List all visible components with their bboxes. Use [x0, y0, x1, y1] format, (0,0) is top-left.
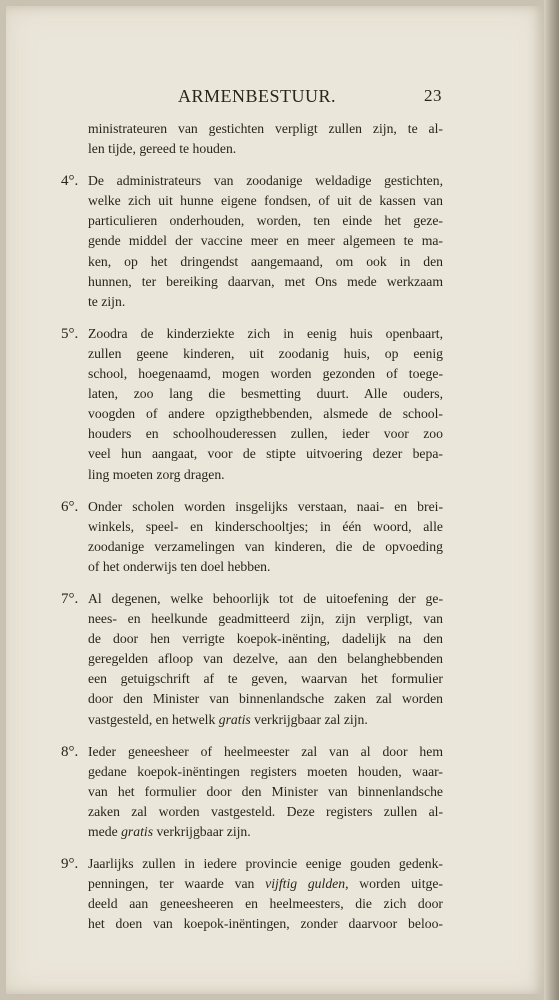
- text-line: laten, zoo lang die besmetting duurt. Alle ouders,: [88, 386, 443, 402]
- text-line: houders en schoolhouderessen zullen, ieder voor zoo: [88, 426, 443, 442]
- text-line: particulieren onderhouden, worden, ten einde het geze-: [88, 213, 443, 229]
- text-line: penningen, ter waarde van vijftig gulden, worden uitge-: [88, 876, 443, 892]
- text-line: winkels, speel- en kinderschooltjes; in één woord, alle: [88, 518, 443, 534]
- text-line: hunnen, ter bereiking daarvan, met Ons mede werkzaam: [88, 273, 443, 289]
- text-line: vastgesteld, en hetwelk gratis verkrijgbaar zal zijn.: [88, 711, 368, 727]
- text-line: zullen geene kinderen, uit zoodanig huis, op eenig: [88, 345, 443, 361]
- italic-text: gratis: [121, 824, 154, 839]
- text-line: gedane koepok-inëntingen registers moeten houden, waar-: [88, 763, 443, 779]
- page-body: [51, 119, 443, 934]
- article-8: [51, 742, 443, 842]
- article-4: [51, 171, 443, 312]
- text-line: ken, op het dringendst aangemaand, om ook in den: [88, 253, 443, 269]
- text-line: ministrateuren van gestichten verpligt zullen zijn, te al-: [88, 121, 443, 136]
- text-line: geregelden afloop van dezelve, aan den belanghebbenden: [88, 651, 443, 667]
- text-line: Onder scholen worden insgelijks verstaan, naai- en brei-: [88, 498, 443, 514]
- text-line: een getuigschrift af te geven, waarvan het formulier: [88, 671, 443, 687]
- text-line: of het onderwijs ten doel hebben.: [88, 558, 271, 574]
- text-line: de door hen verrigte koepok-inënting, dadelijk na den: [88, 631, 443, 647]
- article-number: 7°.: [61, 590, 79, 607]
- italic-text: vijftig gulden: [265, 876, 346, 892]
- text-line: mede gratis verkrijgbaar zijn.: [88, 824, 251, 839]
- article-number: 8°.: [61, 743, 79, 760]
- text-line: veel hun aangaat, voor de stipte uitvoering dezer bepa-: [88, 446, 443, 462]
- article-number: 5°.: [61, 325, 79, 342]
- text-line: nees- en heelkunde geadmitteerd zijn, zijn verpligt, van: [88, 611, 443, 627]
- text-line: Zoodra de kinderziekte zich in eenig huis openbaart,: [88, 325, 443, 341]
- text-line: gende middel der vaccine meer en meer algemeen te ma-: [88, 233, 443, 249]
- paragraph-continued: [51, 119, 443, 159]
- text-line: len tijde, gereed te houden.: [88, 141, 237, 157]
- text-line: door den Minister van binnenlandsche zaken zal worden: [88, 691, 443, 707]
- article-5: [51, 324, 443, 485]
- article-number: 4°.: [61, 173, 79, 190]
- text-line: Ieder geneesheer of heelmeester zal van al door hem: [88, 743, 443, 759]
- text-line: De administrateurs van zoodanige weldadige gestichten,: [88, 173, 443, 189]
- article-number: 9°.: [61, 856, 79, 873]
- page-number: 23: [424, 86, 442, 105]
- text-line: voogden of andere opzigthebbenden, alsmede de school-: [88, 406, 443, 422]
- article-9: [51, 854, 443, 934]
- text-line: school, hoegenaamd, mogen worden gezonden of toege-: [88, 366, 443, 382]
- page-edge: [544, 0, 559, 1000]
- text-line: van het formulier door den Minister van binnenlandsche: [88, 783, 443, 799]
- article-6: [51, 497, 443, 577]
- text-line: ling moeten zorg dragen.: [88, 466, 225, 482]
- article-number: 6°.: [61, 498, 79, 515]
- italic-text: gratis: [218, 711, 251, 727]
- text-line: het doen van koepok-inëntingen, zonder daarvoor beloo-: [88, 916, 443, 932]
- text-line: te zijn.: [88, 293, 126, 309]
- text-line: Jaarlijks zullen in iedere provincie eenige gouden gedenk-: [88, 856, 443, 872]
- text-line: zaken zal worden vastgesteld. Deze registers zullen al-: [88, 803, 443, 819]
- text-line: welke zich uit hunne eigene fondsen, of uit de kassen van: [88, 193, 443, 209]
- running-title: ARMENBESTUUR.: [178, 86, 337, 106]
- book-page: [6, 6, 544, 994]
- article-7: [51, 589, 443, 730]
- text-line: Al degenen, welke behoorlijk tot de uitoefening der ge-: [88, 590, 443, 606]
- text-line: zoodanige verzamelingen van kinderen, die de opvoeding: [88, 538, 443, 554]
- text-line: deeld aan geneesheeren en heelmeesters, die zich door: [88, 896, 443, 912]
